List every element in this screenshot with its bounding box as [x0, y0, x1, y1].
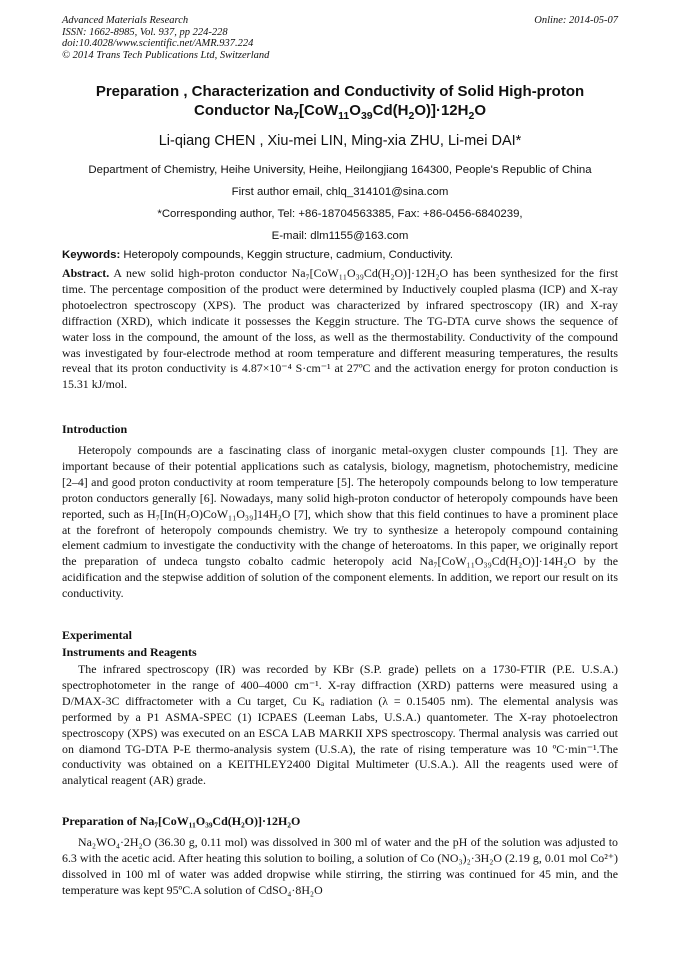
keywords: Keywords: Heteropoly compounds, Keggin structure, cadmium, Conductivity.	[62, 249, 454, 261]
issn-line: ISSN: 1662-8985, Vol. 937, pp 224-228	[62, 26, 228, 38]
corresponding-author: *Corresponding author, Tel: +86-18704563385, Fax: +86-0456-6840239,	[157, 208, 523, 220]
first-author-email: First author email, chlq_314101@sina.com	[231, 186, 449, 198]
copyright-line: © 2014 Trans Tech Publications Ltd, Switzerland	[62, 49, 270, 61]
preparation-heading: Preparation of Na₇[CoW₁₁O₃₉Cd(H₂O)]·12H₂O	[62, 814, 301, 828]
introduction-text: Heteropoly compounds are a fascinating class of inorganic metal-oxygen cluster compounds [1]. They are important because of their potential applications such as catalysis, biology, magnetism, photochemistry, medicine [2–4] and good proton conductivity at room temperature [5]. The heteropoly compounds belong to low temperature proton conductors generally [6]. Nowadays, many solid high-proton conductor of heteropoly compounds have been reported, such as H₇[In(H₇O)CoW₁₁O₃₉]14H₂O [7], which show that this field continues to have a prominent place at the forefront of heteropoly compounds chemistry. We try to synthesize a heteropoly compound containing element cadmium to investigate the conductivity with the change of heteroatoms. In this paper, we originally report the preparation of undeca tungsto cobalto cadmic heteropoly acid Na₇[CoW₁₁O₃₉Cd(H₂O)]·14H₂O by the acidification and the stepwise addition of solution of the component elements. In addition, we report our result on its conductivity.	[62, 443, 618, 601]
email-line: E-mail: dlm1155@163.com	[271, 230, 409, 242]
doi-line: doi:10.4028/www.scientific.net/AMR.937.224	[62, 38, 254, 50]
affiliation-block	[62, 159, 618, 247]
title-line-1: Preparation , Characterization and Conductivity of Solid High-proton	[95, 83, 585, 100]
department-line: Department of Chemistry, Heihe University, Heihe, Heilongjiang 164300, People's Republic of China	[88, 164, 592, 176]
instruments-subheading: Instruments and Reagents	[62, 645, 197, 659]
publication-header	[62, 15, 618, 61]
preparation-text: Na₂WO₄·2H₂O (36.30 g, 0.11 mol) was dissolved in 300 ml of water and the pH of the solution was adjusted to 6.3 with the acetic acid. After heating this solution to boiling, a solution of Co (NO₃)₂·3H₂O (2.19 g, 0.01 mol Co²⁺) dissolved in 100 ml of water was added dropwise while stirring, the stirring was continued for 45 min, and the temperature was kept 95ºC.A solution of CdSO₄·8H₂O	[62, 835, 618, 897]
abstract: Abstract. A new solid high-proton conductor Na₇[CoW₁₁O₃₉Cd(H₂O)]·12H₂O has been synthesized for the first time. The percentage composition of the product were determined by Inductively coupled plasma (ICP) and X-ray photoelectron spectroscopy (XPS). The product was characterized by infrared spectroscopy (IR) and X-ray diffraction (XRD), which indicate it possesses the Keggin structure. The TG-DTA curve shows the sequence of water loss in the compound, the amount of the loss, as well as the thermostability. Conductivity of the compound was investigated by four-electrode method at room temperature and different measuring temperatures, the results reveal that its proton conductivity is 4.87×10⁻⁴ S·cm⁻¹ at 27ºC and the activation energy for proton conduction is 15.31 kJ/mol.	[62, 266, 618, 392]
journal-name: Advanced Materials Research	[62, 15, 189, 26]
paper-title	[62, 82, 618, 120]
online-date: Online: 2014-05-07	[534, 15, 618, 26]
experimental-heading: Experimental	[62, 628, 132, 642]
author-list: Li-qiang CHEN , Xiu-mei LIN, Ming-xia ZHU, Li-mei DAI*	[158, 133, 522, 149]
experimental-text: The infrared spectroscopy (IR) was recorded by KBr (S.P. grade) pellets on a 1730-FTIR (P.E. U.S.A.) spectrophotometer in the range of 400–4000 cm⁻¹. X-ray diffraction (XRD) patterns were measured using a D/MAX-3C diffractometer with a Cu target, Cu Kₐ radiation (λ = 0.15405 nm). The elemental analysis was performed by a P1 ASMA-SPEC (1) ICPAES (Leeman Labs, U.S.A.) quantometer. The X-ray photoelectron spectroscopy (XPS) was executed on an ESCA LAB MARKII XPS spectroscopy. Thermal analysis was carried out on diamond TG-DTA P-E thermo-analysis system (U.S.A), the rate of rising temperature was 10 ºC·min⁻¹.The conductivity was obtained on a KEITHLEY2400 Digital Multimeter (U.S.A.). All the reagents used were of analytical reagent (AR) grade.	[62, 662, 618, 788]
title-line-2: Conductor $Na_7[CoW_{11}O_{39}Cd(H_2O)]\cdot 12H_2O$	[194, 102, 486, 122]
introduction-heading: Introduction	[62, 422, 128, 436]
